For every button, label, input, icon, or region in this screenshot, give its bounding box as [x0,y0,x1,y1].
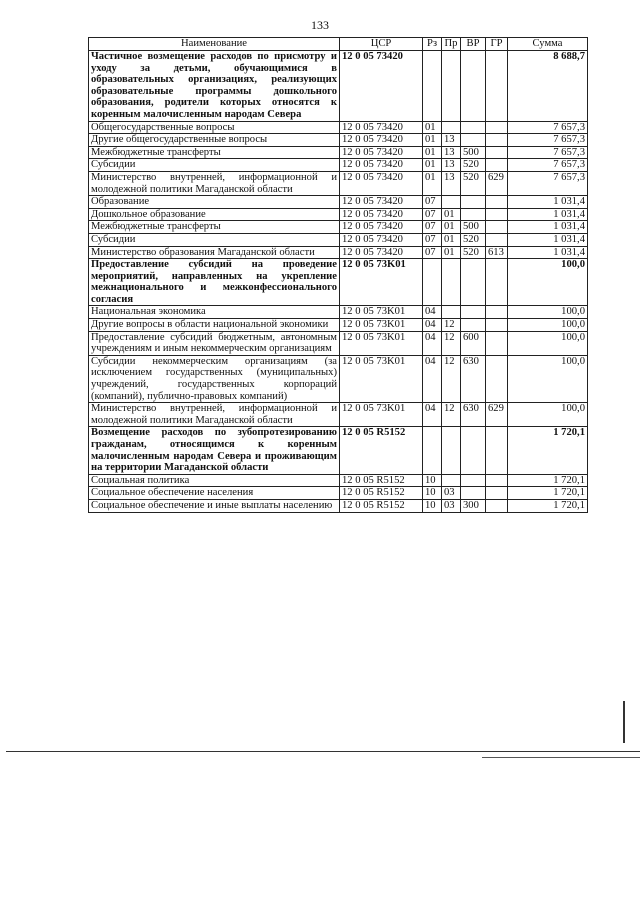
row-vr: 630 [461,355,486,402]
row-csr: 12 0 05 73420 [340,233,423,246]
row-name: Межбюджетные трансферты [89,146,340,159]
table-row [89,355,588,402]
row-gr [486,121,508,134]
row-pr [442,51,461,122]
row-gr [486,319,508,332]
row-sum: 7 657,3 [508,134,588,147]
row-sum: 1 720,1 [508,499,588,512]
row-pr: 12 [442,355,461,402]
row-csr: 12 0 05 R5152 [340,427,423,474]
header-csr: ЦСР [340,38,423,51]
table-row [89,427,588,474]
row-sum: 1 031,4 [508,233,588,246]
row-gr: 629 [486,171,508,195]
row-vr [461,487,486,500]
row-gr [486,208,508,221]
row-sum: 7 657,3 [508,121,588,134]
row-vr [461,259,486,306]
row-csr: 12 0 05 R5152 [340,499,423,512]
row-csr: 12 0 05 R5152 [340,487,423,500]
row-name: Министерство внутренней, информационной и молодежной политики Магаданской области [89,171,340,195]
footer-rule-short [482,757,640,758]
table-row [89,51,588,122]
row-name: Субсидии [89,159,340,172]
row-name: Субсидии некоммерческим организациям (за исключением государственных (муниципальных) учреждений, государственных корпораций (компаний), публично-правовых компаний) [89,355,340,402]
row-vr: 500 [461,221,486,234]
table-row [89,233,588,246]
row-pr: 12 [442,331,461,355]
row-gr [486,474,508,487]
row-vr [461,121,486,134]
row-rz: 07 [423,233,442,246]
row-pr [442,306,461,319]
row-csr: 12 0 05 73420 [340,208,423,221]
table-row [89,208,588,221]
row-gr [486,331,508,355]
row-csr: 12 0 05 73K01 [340,319,423,332]
table-row [89,474,588,487]
row-name: Субсидии [89,233,340,246]
row-name: Министерство образования Магаданской области [89,246,340,259]
row-rz: 07 [423,196,442,209]
row-csr: 12 0 05 R5152 [340,474,423,487]
row-gr [486,233,508,246]
row-vr: 520 [461,159,486,172]
row-rz: 04 [423,306,442,319]
row-gr [486,51,508,122]
row-rz [423,259,442,306]
row-name: Социальное обеспечение населения [89,487,340,500]
row-rz: 07 [423,221,442,234]
row-csr: 12 0 05 73K01 [340,331,423,355]
table-row [89,134,588,147]
row-pr: 13 [442,159,461,172]
row-vr: 500 [461,146,486,159]
row-rz: 04 [423,319,442,332]
row-sum: 1 031,4 [508,221,588,234]
header-rz: Рз [423,38,442,51]
row-gr [486,221,508,234]
row-pr: 01 [442,208,461,221]
row-gr [486,499,508,512]
row-pr: 12 [442,403,461,427]
row-gr [486,427,508,474]
row-sum: 1 720,1 [508,474,588,487]
row-sum: 1 031,4 [508,196,588,209]
header-gr: ГР [486,38,508,51]
row-rz: 04 [423,331,442,355]
row-rz: 10 [423,487,442,500]
row-pr [442,196,461,209]
row-csr: 12 0 05 73420 [340,121,423,134]
row-pr: 01 [442,246,461,259]
header-pr: Пр [442,38,461,51]
row-name: Другие вопросы в области национальной экономики [89,319,340,332]
row-gr [486,355,508,402]
row-gr: 629 [486,403,508,427]
row-csr: 12 0 05 73K01 [340,306,423,319]
row-rz: 01 [423,146,442,159]
row-csr: 12 0 05 73K01 [340,403,423,427]
row-pr [442,427,461,474]
row-gr [486,306,508,319]
row-csr: 12 0 05 73420 [340,196,423,209]
row-name: Общегосударственные вопросы [89,121,340,134]
row-vr [461,196,486,209]
table-row [89,319,588,332]
row-pr: 03 [442,487,461,500]
row-vr [461,134,486,147]
row-name: Социальное обеспечение и иные выплаты населению [89,499,340,512]
row-rz: 01 [423,159,442,172]
row-rz: 10 [423,499,442,512]
row-pr: 12 [442,319,461,332]
table-row [89,146,588,159]
row-pr [442,259,461,306]
row-vr: 600 [461,331,486,355]
table-row [89,246,588,259]
row-sum: 1 720,1 [508,427,588,474]
row-pr: 13 [442,134,461,147]
row-vr: 520 [461,233,486,246]
row-gr [486,487,508,500]
row-sum: 1 720,1 [508,487,588,500]
row-csr: 12 0 05 73420 [340,221,423,234]
header-name: Наименование [89,38,340,51]
row-csr: 12 0 05 73420 [340,146,423,159]
row-rz [423,51,442,122]
row-sum: 100,0 [508,355,588,402]
row-name: Национальная экономика [89,306,340,319]
table-row [89,171,588,195]
table-row [89,196,588,209]
row-gr [486,134,508,147]
row-csr: 12 0 05 73K01 [340,259,423,306]
row-vr: 520 [461,171,486,195]
row-gr [486,146,508,159]
row-name: Возмещение расходов по зубопротезированию гражданам, относящимся к коренным малочисленным народам Севера и проживающим на территории Магаданской области [89,427,340,474]
row-name: Предоставление субсидий бюджетным, автономным учреждениям и иным некоммерческим организациям [89,331,340,355]
row-sum: 100,0 [508,259,588,306]
row-name: Межбюджетные трансферты [89,221,340,234]
row-rz: 07 [423,208,442,221]
page-number: 133 [311,18,329,32]
row-sum: 100,0 [508,331,588,355]
row-gr [486,159,508,172]
row-vr [461,427,486,474]
table-row [89,403,588,427]
row-sum: 100,0 [508,403,588,427]
row-name: Социальная политика [89,474,340,487]
table-header-row [89,38,588,51]
table-row [89,121,588,134]
row-pr [442,121,461,134]
row-rz: 04 [423,355,442,402]
table-body [89,51,588,513]
row-csr: 12 0 05 73420 [340,134,423,147]
row-csr: 12 0 05 73420 [340,246,423,259]
row-pr: 13 [442,146,461,159]
row-rz: 04 [423,403,442,427]
row-rz [423,427,442,474]
row-vr [461,319,486,332]
row-sum: 7 657,3 [508,171,588,195]
row-gr: 613 [486,246,508,259]
row-pr: 03 [442,499,461,512]
row-name: Дошкольное образование [89,208,340,221]
row-vr: 520 [461,246,486,259]
row-rz: 01 [423,121,442,134]
table-row [89,487,588,500]
footer-rule [6,751,640,752]
row-rz: 01 [423,171,442,195]
header-vr: ВР [461,38,486,51]
row-sum: 100,0 [508,306,588,319]
row-csr: 12 0 05 73420 [340,159,423,172]
row-csr: 12 0 05 73K01 [340,355,423,402]
row-sum: 7 657,3 [508,146,588,159]
row-pr: 13 [442,171,461,195]
row-rz: 10 [423,474,442,487]
margin-mark [623,701,625,743]
row-sum: 1 031,4 [508,208,588,221]
row-sum: 7 657,3 [508,159,588,172]
row-name: Образование [89,196,340,209]
row-rz: 07 [423,246,442,259]
row-vr [461,208,486,221]
row-sum: 8 688,7 [508,51,588,122]
table-row [89,159,588,172]
header-sum: Сумма [508,38,588,51]
row-rz: 01 [423,134,442,147]
row-pr: 01 [442,233,461,246]
row-pr [442,474,461,487]
row-vr: 630 [461,403,486,427]
table-row [89,259,588,306]
table-row [89,499,588,512]
table-row [89,331,588,355]
row-vr [461,51,486,122]
row-name: Предоставление субсидий на проведение мероприятий, направленных на укрепление межнационального и межконфессионального согласия [89,259,340,306]
row-pr: 01 [442,221,461,234]
row-vr [461,474,486,487]
row-name: Другие общегосударственные вопросы [89,134,340,147]
row-gr [486,196,508,209]
row-name: Министерство внутренней, информационной и молодежной политики Магаданской области [89,403,340,427]
row-name: Частичное возмещение расходов по присмотру и уходу за детьми, обучающимися в образовательных организациях, реализующих образовательные программы дошкольного образования, родители которых относятся к коренным малочисленным народам Севера [89,51,340,122]
row-gr [486,259,508,306]
table-row [89,221,588,234]
row-sum: 100,0 [508,319,588,332]
table-row [89,306,588,319]
row-csr: 12 0 05 73420 [340,51,423,122]
row-vr [461,306,486,319]
row-sum: 1 031,4 [508,246,588,259]
row-vr: 300 [461,499,486,512]
row-csr: 12 0 05 73420 [340,171,423,195]
budget-table [88,37,588,513]
